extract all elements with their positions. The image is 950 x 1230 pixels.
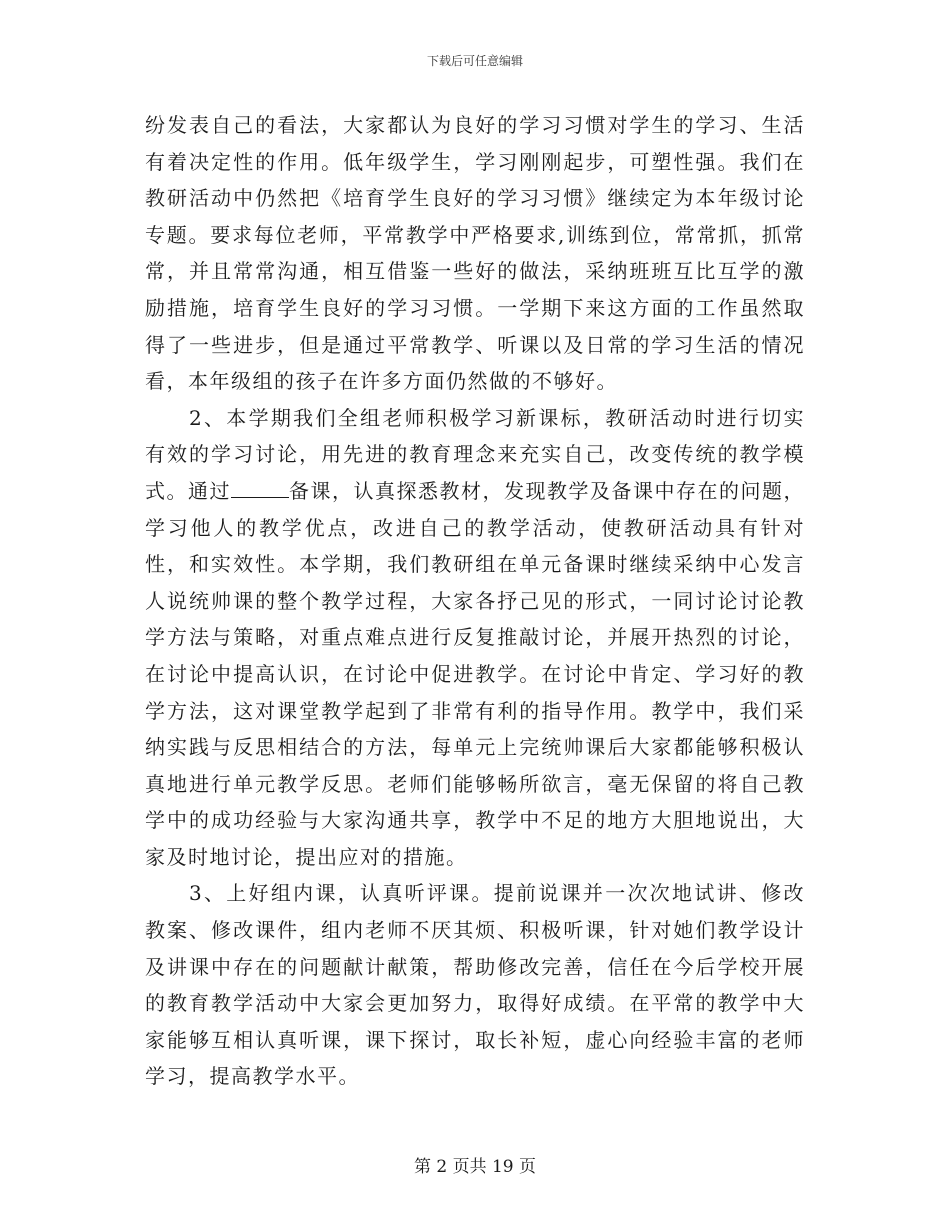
document-body <box>145 107 805 1095</box>
paragraph-1: 纷发表自己的看法，大家都认为良好的学习习惯对学生的学习、生活有着决定性的作用。低年级学生，学习刚刚起步，可塑性强。我们在教研活动中仍然把《培育学生良好的学习习惯》继续定为本年级讨论专题。要求每位老师，平常教学中严格要求,训练到位，常常抓，抓常常，并且常常沟通，相互借鉴一些好的做法，采纳班班互比互学的激励措施，培育学生良好的学习习惯。一学期下来这方面的工作虽然取得了一些进步，但是通过平常教学、听课以及日常的学习生活的情况看，本年级组的孩子在许多方面仍然做的不够好。 <box>145 113 805 394</box>
paragraph-3: 3、上好组内课，认真听评课。提前说课并一次次地试讲、修改教案、修改课件，组内老师不厌其烦、积极听课，针对她们教学设计及讲课中存在的问题献计献策，帮助修改完善，信任在今后学校开展的教育教学活动中大家会更加努力，取得好成绩。在平常的教学中大家能够互相认真听课，课下探讨，取长补短，虚心向经验丰富的老师学习，提高教学水平。 <box>145 881 805 1089</box>
page-header: 下载后可任意编辑 <box>426 54 523 68</box>
paragraph-2 <box>145 400 805 876</box>
paragraph-2-rest: 备课，认真探悉教材，发现教学及备课中存在的问题，学习他人的教学优点，改进自己的教学活动，使教研活动具有针对性，和实效性。本学期，我们教研组在单元备课时继续采纳中心发言人说统帅课的整个教学过程，大家各抒己见的形式，一同讨论讨论教学方法与策略，对重点难点进行反复推敲讨论，并展开热烈的讨论，在讨论中提高认识，在讨论中促进教学。在讨论中肯定、学习好的教学方法，这对课堂教学起到了非常有利的指导作用。教学中，我们采纳实践与反思相结合的方法，每单元上完统帅课后大家都能够积极认真地进行单元教学反思。老师们能够畅所欲言，毫无保留的将自己教学中的成功经验与大家沟通共享，教学中不足的地方大胆地说出，大家及时地讨论，提出应对的措施。 <box>145 478 805 869</box>
paragraph-2-start: 2、本学期我们全组老师积极学习新课标，教研活动时进行切实有效的学习讨论，用先进的教育理念来充实自己，改变传统的教学模式。通过 <box>145 405 805 503</box>
fill-in-blank <box>231 479 289 498</box>
page-footer: 第 2 页共 19 页 <box>413 1157 537 1177</box>
